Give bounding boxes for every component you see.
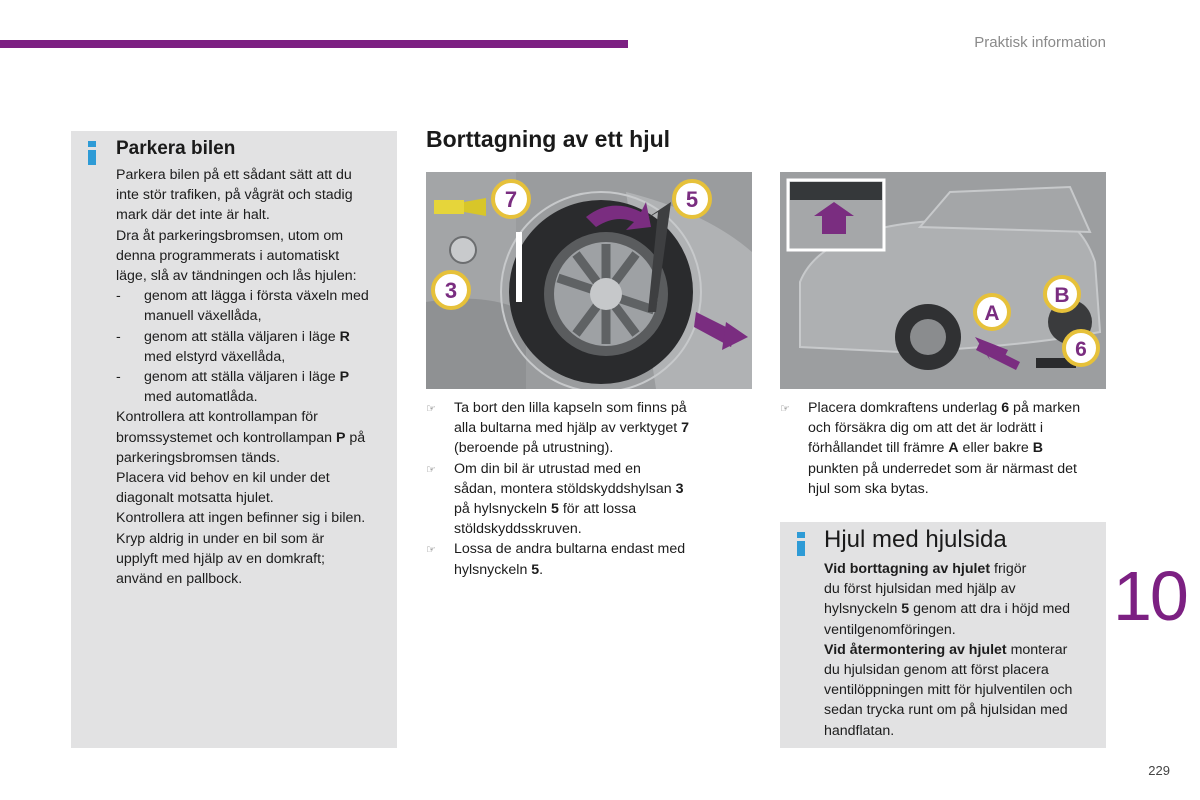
list-item: ☞ Om din bil är utrustad med en sådan, montera stöldskyddshylsan 3 på hylsnyckeln 5 för att lossa stöldskyddsskruven.: [426, 460, 684, 538]
hubcap-text: Vid borttagning av hjulet frigör du först hjulsidan med hjälp av hylsnyckeln 5 genom att dra i höjd med ventilgenomföringen. Vid återmontering av hjulet monterar du hjulsidan genom att först placera ventilöppningen mitt för hjulventilen och sedan trycka runt om på hjulsidan med handflatan.: [824, 561, 1073, 739]
text-line: Kryp aldrig in under en bil som är: [116, 530, 325, 547]
parking-text: [116, 165, 394, 589]
svg-text:A: A: [984, 302, 1000, 325]
text-line: inte stör trafiken, på vågrät och stadig: [116, 187, 353, 204]
hubcap-info-box: [780, 522, 1106, 748]
list-item: - genom att lägga i första växeln med manuell växellåda,: [116, 288, 369, 325]
list-item: ☞ Placera domkraftens underlag 6 på marken och försäkra dig om att det är lodrätt i förhållandet till främre A eller bakre B punkten på underredet som är närmast det hjul som ska bytas.: [780, 400, 1081, 497]
list-item: ☞ Lossa de andra bultarna endast med hylsnyckeln 5.: [426, 541, 686, 578]
list-item: - genom att ställa väljaren i läge P med automatlåda.: [116, 369, 350, 406]
pointing-hand-icon: ☞: [426, 544, 436, 557]
text-line: diagonalt motsatta hjulet.: [116, 490, 274, 507]
callout-A: [975, 295, 1009, 329]
wheel-removal-illustration: [426, 172, 752, 389]
parking-heading: Parkera bilen: [116, 138, 236, 159]
text-line: Placera vid behov en kil under det: [116, 470, 330, 487]
svg-text:B: B: [1054, 284, 1070, 307]
text-line: Kontrollera att kontrollampan för: [116, 409, 318, 426]
list-item: - genom att ställa väljaren i läge R med elstyrd växellåda,: [116, 328, 350, 365]
hubcap-heading: Hjul med hjulsida: [824, 526, 1007, 553]
callout-B: [1045, 277, 1079, 311]
jack-placement-illustration: [780, 172, 1106, 389]
callout-6: [1064, 331, 1098, 365]
text-line: Parkera bilen på ett sådant sätt att du: [116, 167, 352, 183]
text-line: använd en pallbock.: [116, 571, 243, 588]
svg-text:3: 3: [444, 278, 458, 303]
pointing-hand-icon: ☞: [780, 403, 790, 415]
text-line: upplyft med hjälp av en domkraft;: [116, 550, 325, 567]
text-line: läge, slå av tändningen och lås hjulen:: [116, 268, 357, 285]
chapter-number: 10: [1113, 557, 1187, 635]
callout-7: [493, 181, 529, 217]
list-item: ☞ Ta bort den lilla kapseln som finns på alla bultarna med hjälp av verktyget 7 (beroende på utrustning).: [426, 400, 690, 457]
svg-text:5: 5: [685, 187, 699, 212]
text-line: Dra åt parkeringsbromsen, utom om: [116, 227, 344, 244]
text-line: Kontrollera att ingen befinner sig i bilen.: [116, 510, 366, 527]
wheel-removal-steps: [426, 398, 746, 580]
svg-text:7: 7: [504, 187, 518, 212]
text-line: bromssystemet och kontrollampan P på: [116, 429, 366, 446]
page-number: 229: [1148, 763, 1170, 778]
jack-placement-steps: [780, 398, 1110, 499]
page-title: Borttagning av ett hjul: [426, 126, 671, 152]
section-title: Praktisk information: [974, 34, 1106, 51]
text-line: mark där det inte är halt.: [116, 207, 270, 224]
pointing-hand-icon: ☞: [426, 403, 436, 415]
callout-5: [674, 181, 710, 217]
pointing-hand-icon: ☞: [426, 463, 436, 476]
header-accent-bar: [0, 40, 628, 48]
svg-text:6: 6: [1075, 338, 1087, 361]
text-line: denna programmerats i automatiskt: [116, 247, 340, 264]
parking-info-box: [71, 131, 397, 748]
callout-3: [433, 272, 469, 308]
text-line: parkeringsbromsen tänds.: [116, 449, 281, 466]
